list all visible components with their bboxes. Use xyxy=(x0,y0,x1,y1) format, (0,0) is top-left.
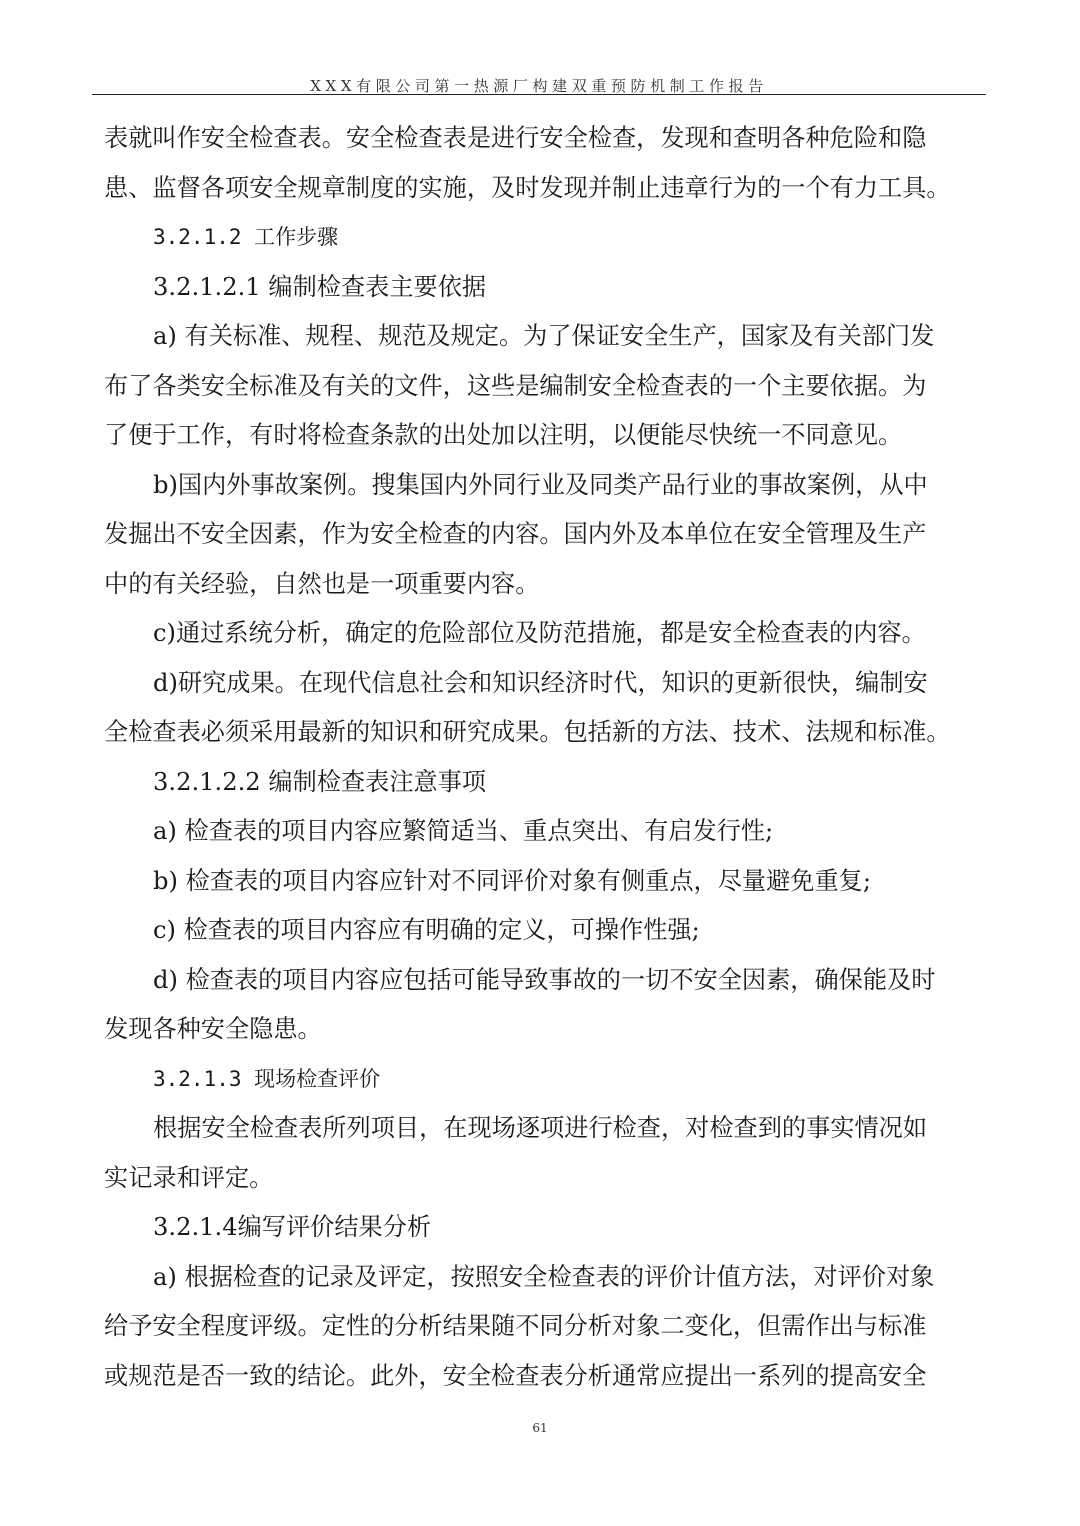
list-item-text: c)通过系统分析，确定的危险部位及防范措施，都是安全检查表的内容。 xyxy=(153,619,926,647)
document-body xyxy=(104,114,976,1401)
body-line: 表就叫作安全检查表。安全检查表是进行安全检查，发现和查明各种危险和隐 xyxy=(104,124,927,152)
section-heading: 3.2.1.3 现场检查评价 xyxy=(153,1066,381,1091)
body-line: 全检查表必须采用最新的知识和研究成果。包括新的方法、技术、法规和标准。 xyxy=(104,718,951,746)
list-item-text: c) 检查表的项目内容应有明确的定义，可操作性强; xyxy=(153,916,700,944)
section-heading: 3.2.1.2 工作步骤 xyxy=(153,225,339,249)
body-line: 发现各种安全隐患。 xyxy=(104,1015,322,1043)
body-line: 发掘出不安全因素，作为安全检查的内容。国内外及本单位在安全管理及生产 xyxy=(104,520,927,548)
section-heading: 3.2.1.4编写评价结果分析 xyxy=(153,1213,432,1241)
body-line: 患、监督各项安全规章制度的实施，及时发现并制止违章行为的一个有力工具。 xyxy=(104,173,951,202)
subsection-heading: 3.2.1.2.1 编制检查表主要依据 xyxy=(153,272,487,301)
header-divider xyxy=(92,94,986,95)
list-item-text: b) 检查表的项目内容应针对不同评价对象有侧重点，尽量避免重复; xyxy=(153,866,872,895)
page-number: 61 xyxy=(532,1421,548,1435)
list-item-text: a) 有关标准、规程、规范及规定。为了保证安全生产，国家及有关部门发 xyxy=(153,322,935,350)
list-item-text: d) 检查表的项目内容应包括可能导致事故的一切不安全因素，确保能及时 xyxy=(153,965,936,994)
list-item-text: d)研究成果。在现代信息社会和知识经济时代，知识的更新很快，编制安 xyxy=(153,668,928,697)
list-item-text: b)国内外事故案例。搜集国内外同行业及同类产品行业的事故案例，从中 xyxy=(153,470,928,499)
body-line: 布了各类安全标准及有关的文件，这些是编制安全检查表的一个主要依据。为 xyxy=(104,371,927,400)
body-line: 根据安全检查表所列项目，在现场逐项进行检查，对检查到的事实情况如 xyxy=(153,1114,928,1142)
subsection-heading: 3.2.1.2.2 编制检查表注意事项 xyxy=(153,767,487,796)
body-line: 或规范是否一致的结论。此外，安全检查表分析通常应提出一系列的提高安全 xyxy=(104,1361,927,1390)
list-item-text: a) 根据检查的记录及评定，按照安全检查表的评价计值方法，对评价对象 xyxy=(153,1262,935,1291)
body-line: 给予安全程度评级。定性的分析结果随不同分析对象二变化，但需作出与标准 xyxy=(104,1312,927,1340)
body-line: 了便于工作，有时将检查条款的出处加以注明，以便能尽快统一不同意见。 xyxy=(104,421,903,449)
page-header-title: XXX有限公司第一热源厂构建双重预防机制工作报告 xyxy=(310,77,768,95)
list-item-text: a) 检查表的项目内容应繁简适当、重点突出、有启发行性; xyxy=(153,817,774,845)
body-line: 实记录和评定。 xyxy=(104,1163,274,1192)
body-line: 中的有关经验，自然也是一项重要内容。 xyxy=(104,569,540,598)
